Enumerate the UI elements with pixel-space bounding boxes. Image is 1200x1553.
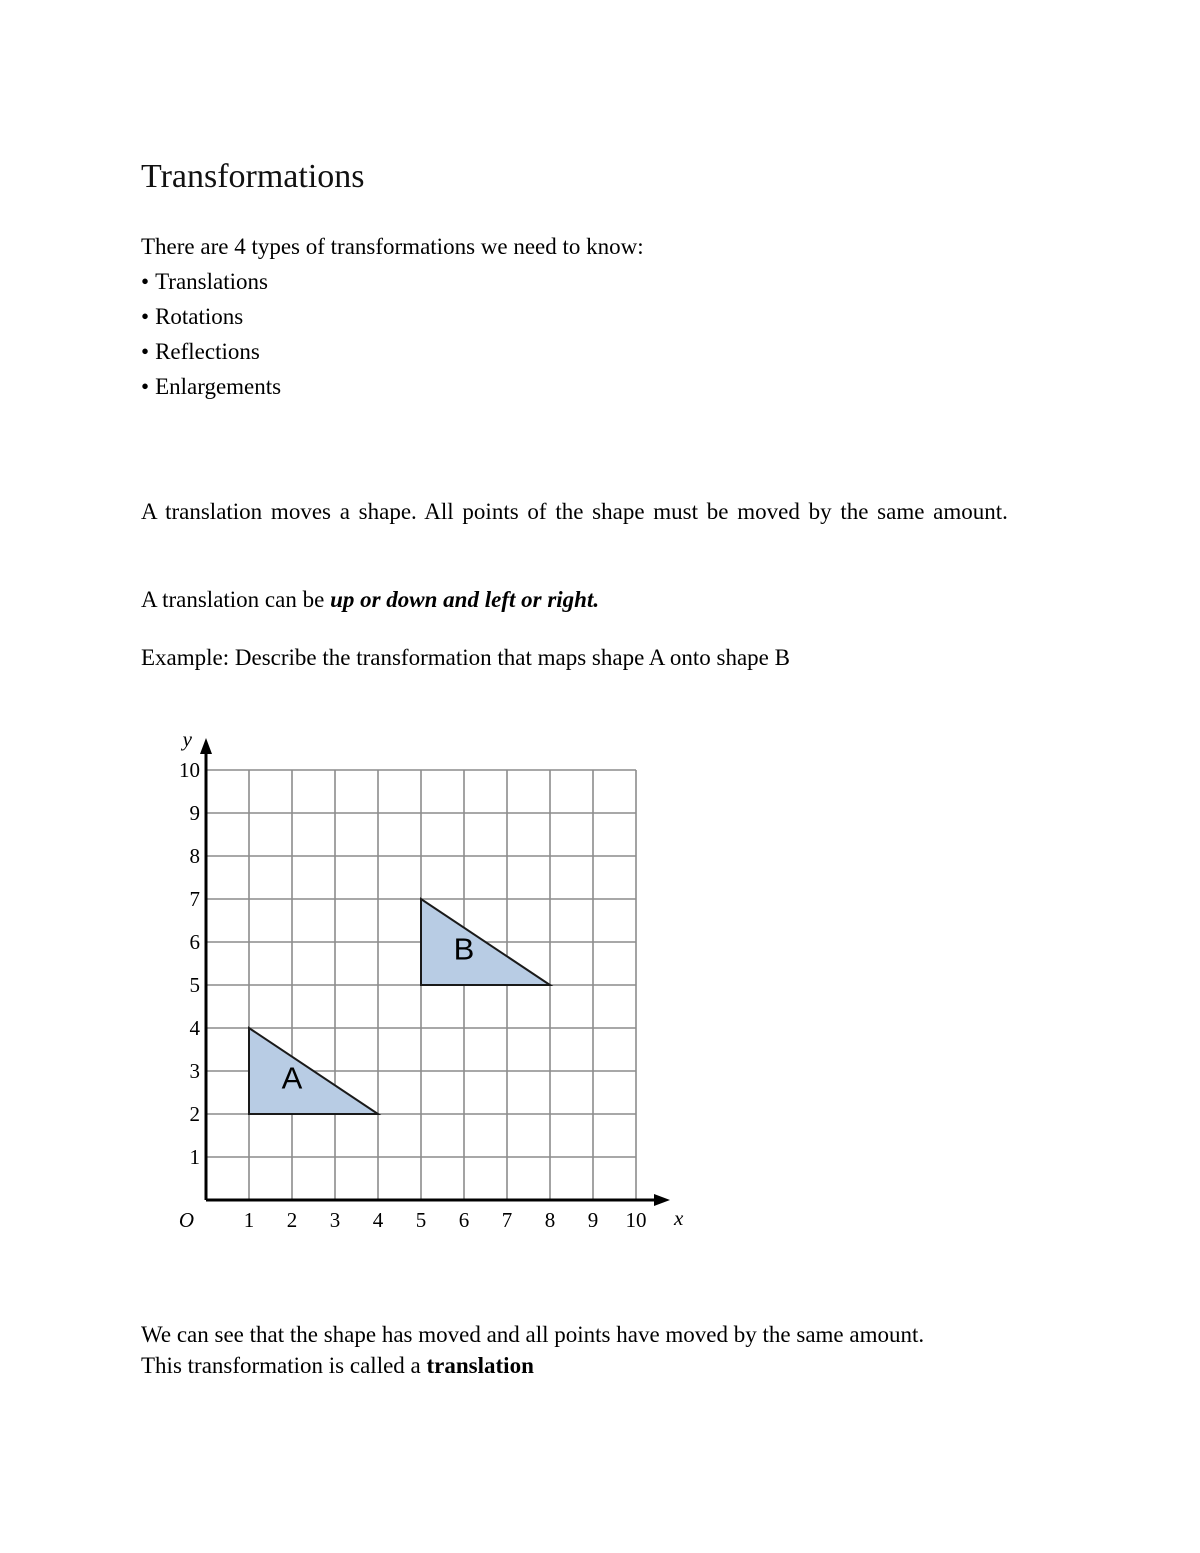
list-item (141, 302, 281, 337)
x-tick-label: 10 (625, 1208, 647, 1232)
y-tick-label: 9 (189, 801, 200, 825)
list-item-label: Enlargements (155, 374, 282, 399)
y-tick-label: 1 (189, 1145, 200, 1169)
list-item-label: Rotations (155, 304, 244, 329)
conclusion-prefix: This transformation is called a (141, 1353, 427, 1378)
y-axis-arrow-icon (200, 738, 212, 754)
page-title: Transformations (141, 158, 365, 195)
shape-label-a: A (281, 1060, 303, 1096)
translation-definition: A translation moves a shape. All points of the shape must be moved by the same amount. (141, 499, 1008, 524)
intro-text: There are 4 types of transformations we need to know: (141, 234, 644, 259)
x-tick-label: 8 (544, 1208, 556, 1232)
y-tick-label: 4 (189, 1016, 200, 1040)
x-tick-label: 6 (458, 1208, 470, 1232)
y-tick-label: 5 (189, 973, 200, 997)
x-tick-label: 7 (501, 1208, 513, 1232)
y-axis-label: y (182, 727, 192, 751)
bullet-icon: • (141, 269, 150, 294)
list-item-label: Translations (155, 269, 268, 294)
bullet-icon: • (141, 339, 150, 364)
coordinate-grid-chart (170, 727, 690, 1232)
list-item (141, 267, 281, 302)
y-tick-label: 8 (189, 844, 200, 868)
transformation-types-list (141, 267, 281, 407)
shape-label-b: B (453, 931, 475, 967)
x-axis-label: x (674, 1206, 684, 1230)
origin-label: O (178, 1208, 194, 1232)
x-tick-label: 1 (243, 1208, 255, 1232)
x-axis-arrow-icon (654, 1194, 670, 1206)
list-item (141, 337, 281, 372)
y-tick-label: 6 (189, 930, 200, 954)
list-item (141, 372, 281, 407)
conclusion-keyword: translation (426, 1353, 534, 1378)
x-tick-label: 4 (372, 1208, 384, 1232)
y-tick-label: 7 (189, 887, 200, 911)
list-item-label: Reflections (155, 339, 260, 364)
direction-emphasis: up or down and left or right. (330, 587, 600, 612)
bullet-icon: • (141, 374, 150, 399)
translation-direction (141, 585, 599, 615)
conclusion-line-1: We can see that the shape has moved and all points have moved by the same amount. (141, 1322, 925, 1347)
x-tick-label: 2 (286, 1208, 298, 1232)
conclusion-line-2 (141, 1351, 534, 1381)
y-tick-label: 2 (189, 1102, 200, 1126)
y-tick-label: 10 (179, 758, 200, 782)
x-tick-label: 5 (415, 1208, 427, 1232)
x-tick-label: 3 (329, 1208, 341, 1232)
bullet-icon: • (141, 304, 150, 329)
direction-prefix: A translation can be (141, 587, 331, 612)
example-prompt: Example: Describe the transformation that maps shape A onto shape B (141, 645, 790, 670)
x-tick-label: 9 (587, 1208, 599, 1232)
y-tick-label: 3 (189, 1059, 200, 1083)
